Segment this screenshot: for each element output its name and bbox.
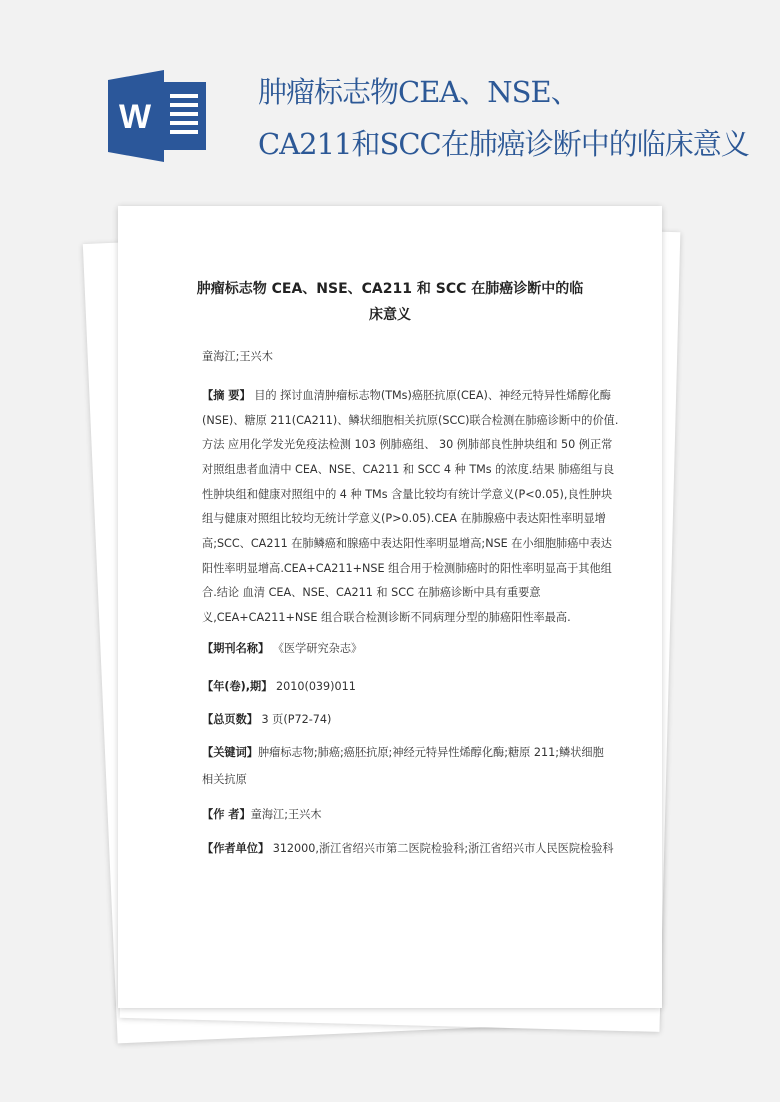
abstract-line: 【摘 要】 目的 探讨血清肿瘤标志物(TMs)癌胚抗原(CEA)、神经元特异性烯醇化酶	[202, 389, 611, 402]
doc-title-line-2: 床意义	[369, 307, 411, 323]
abstract-line: 阳性率明显增高.CEA+CA211+NSE 组合用于检测肺癌时的阳性率明显高于其他组	[202, 562, 612, 575]
document-page	[118, 206, 662, 1008]
word-icon	[108, 70, 208, 162]
field-affiliation: 【作者单位】 312000,浙江省绍兴市第二医院检验科;浙江省绍兴市人民医院检验科	[202, 842, 614, 855]
svg-text:W: W	[118, 98, 152, 136]
field-pages: 【总页数】 3 页(P72-74)	[202, 713, 332, 726]
header-title-line-2: CA211和SCC在肺癌诊断中的临床意义	[258, 127, 749, 161]
field-keywords: 【关键词】肿瘤标志物;肺癌;癌胚抗原;神经元特异性烯醇化酶;糖原 211;鳞状细胞	[202, 746, 604, 759]
abstract-line: (NSE)、糖原 211(CA211)、鳞状细胞相关抗原(SCC)联合检测在肺癌诊断中的价值.	[202, 414, 619, 427]
authors: 童海江;王兴木	[202, 350, 273, 363]
abstract-line: 方法 应用化学发光免疫法检测 103 例肺癌组、 30 例肺部良性肿块组和 50 例正常	[202, 438, 613, 451]
field-keywords-cont: 相关抗原	[202, 773, 247, 786]
abstract-line: 义,CEA+CA211+NSE 组合联合检测诊断不同病理分型的肺癌阳性率最高.	[202, 611, 571, 624]
doc-title-line-1: 肿瘤标志物 CEA、NSE、CA211 和 SCC 在肺癌诊断中的临	[196, 281, 584, 297]
field-year-issue: 【年(卷),期】 2010(039)011	[202, 680, 356, 693]
abstract-line: 组与健康对照组比较均无统计学意义(P>0.05).CEA 在肺腺癌中表达阳性率明显增	[202, 512, 606, 525]
abstract-label: 【摘 要】	[202, 389, 251, 402]
abstract-line: 合.结论 血清 CEA、NSE、CA211 和 SCC 在肺癌诊断中具有重要意	[202, 586, 541, 599]
abstract-line: 性肿块组和健康对照组中的 4 种 TMs 含量比较均有统计学意义(P<0.05),良性肿块	[202, 488, 613, 501]
field-author: 【作 者】童海江;王兴木	[202, 808, 322, 821]
abstract-line: 高;SCC、CA211 在肺鳞癌和腺癌中表达阳性率明显增高;NSE 在小细胞肺癌中表达	[202, 537, 612, 550]
header-title-line-1: 肿瘤标志物CEA、NSE、	[258, 75, 579, 109]
abstract-line: 对照组患者血清中 CEA、NSE、CA211 和 SCC 4 种 TMs 的浓度.结果 肺癌组与良	[202, 463, 615, 476]
field-journal: 【期刊名称】 《医学研究杂志》	[202, 642, 363, 655]
